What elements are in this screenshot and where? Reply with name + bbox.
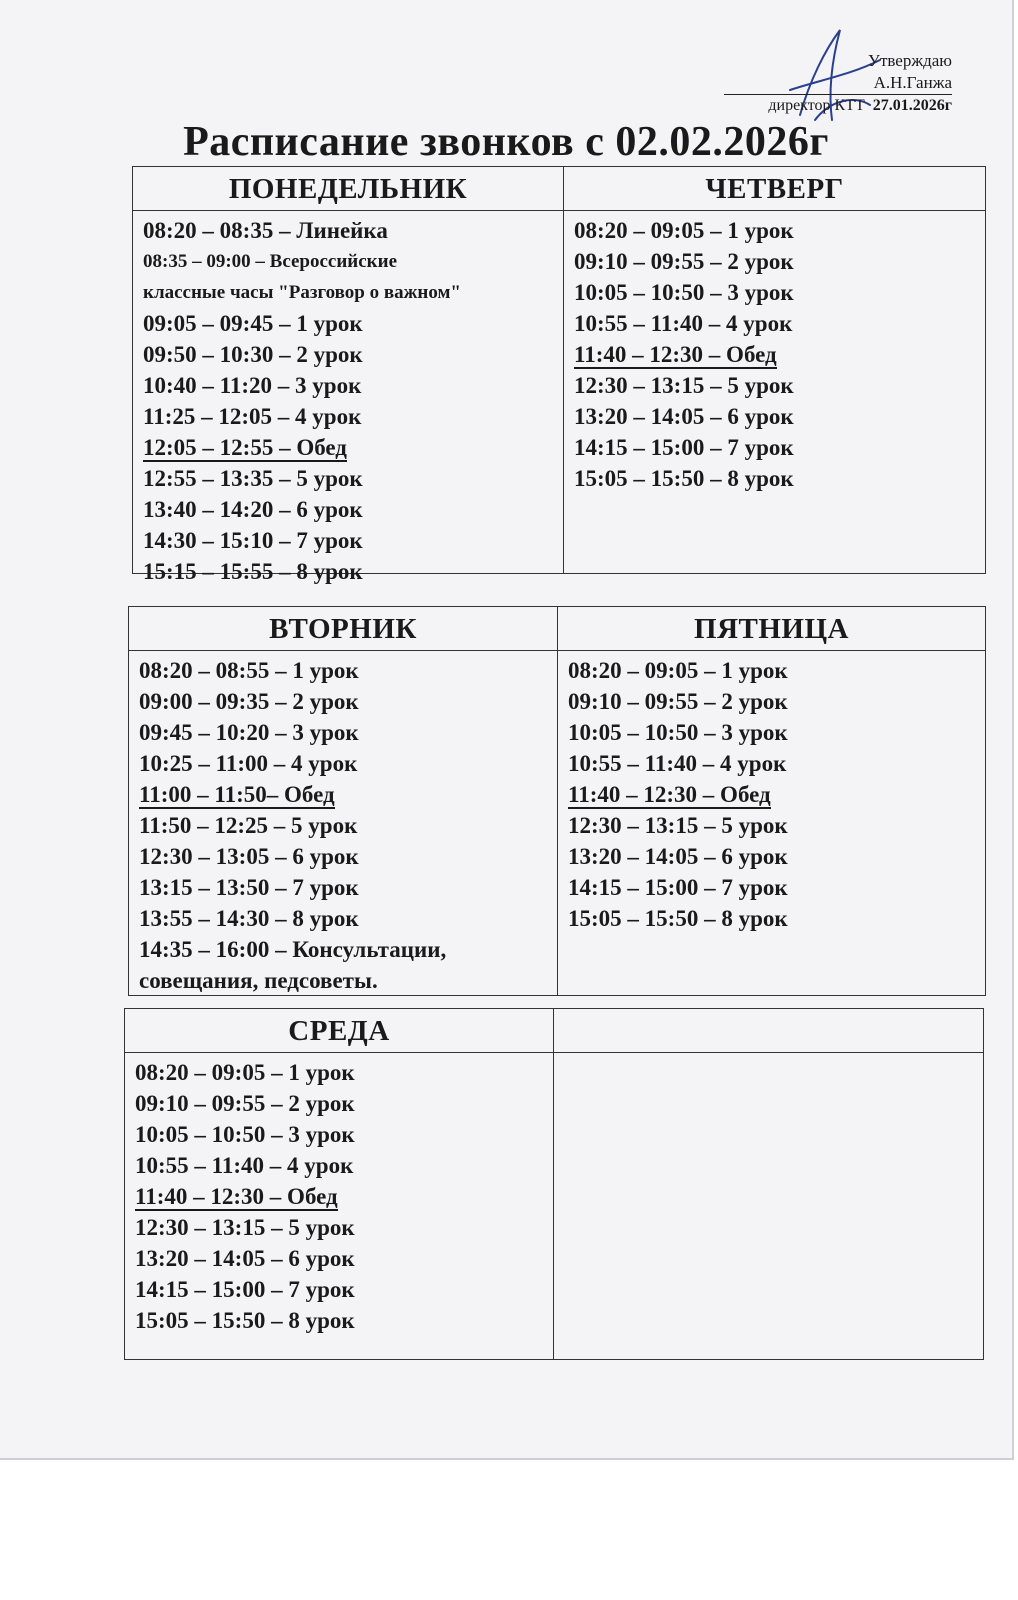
schedule-row [135,1181,553,1212]
schedule-row [135,1057,553,1088]
schedule-row-text: 10:55 – 11:40 – 4 урок [568,751,787,776]
schedule-row [139,934,557,965]
column-thursday [563,167,985,573]
schedule-row-text: 10:55 – 11:40 – 4 урок [135,1153,354,1178]
column-monday [133,167,563,584]
schedule-row-text: 12:30 – 13:05 – 6 урок [139,844,359,869]
approval-block [724,50,952,117]
schedule-row-text: 08:35 – 09:00 – Всероссийские [143,251,398,272]
schedule-row-text: 09:50 – 10:30 – 2 урок [143,342,363,367]
schedule-row-text: совещания, педсоветы. [139,968,378,993]
day-header-wednesday: СРЕДА [125,1009,553,1053]
schedule-row [574,215,985,246]
schedule-row [135,1243,553,1274]
schedule-row [143,556,563,587]
schedule-block-tue-fri [128,606,986,996]
schedule-row-text: 08:20 – 08:55 – 1 урок [139,658,359,683]
schedule-row-text: 14:35 – 16:00 – Консультации, [139,937,447,962]
approval-line1: Утверждаю [867,51,952,70]
rows-friday [558,651,985,934]
schedule-row-text: 14:15 – 15:00 – 7 урок [135,1277,355,1302]
schedule-row-text: 10:40 – 11:20 – 3 урок [143,373,362,398]
schedule-row-text: 13:40 – 14:20 – 6 урок [143,497,363,522]
schedule-block-wed [124,1008,984,1360]
column-friday [557,607,985,995]
schedule-row [139,655,557,686]
schedule-row-text: 12:55 – 13:35 – 5 урок [143,466,363,491]
schedule-row [143,277,563,308]
schedule-row-text: 12:30 – 13:15 – 5 урок [135,1215,355,1240]
schedule-row-text: 09:05 – 09:45 – 1 урок [143,311,363,336]
schedule-row-text: 09:10 – 09:55 – 2 урок [135,1091,355,1116]
schedule-row-text: 15:05 – 15:50 – 8 урок [574,466,794,491]
schedule-row [143,432,563,463]
schedule-row-text: 11:40 – 12:30 – Обед [135,1184,338,1209]
schedule-row [568,748,985,779]
day-header-empty [554,1009,983,1053]
schedule-row [574,401,985,432]
schedule-row [568,686,985,717]
page-title: Расписание звонков с 02.02.2026г [183,119,829,165]
column-tuesday [129,607,557,995]
schedule-row-text: 12:30 – 13:15 – 5 урок [568,813,788,838]
schedule-row [574,277,985,308]
rows-tuesday [129,651,557,996]
column-wednesday [125,1009,553,1359]
schedule-row [568,841,985,872]
schedule-row [568,810,985,841]
schedule-row-text: 15:05 – 15:50 – 8 урок [568,906,788,931]
day-header-friday: ПЯТНИЦА [558,607,985,651]
schedule-row-text: классные часы "Разговор о важном" [143,282,461,303]
schedule-row [574,308,985,339]
schedule-row [568,655,985,686]
schedule-row-text: 14:30 – 15:10 – 7 урок [143,528,363,553]
schedule-row-text: 14:15 – 15:00 – 7 урок [568,875,788,900]
schedule-row [568,872,985,903]
schedule-row-text: 12:30 – 13:15 – 5 урок [574,373,794,398]
schedule-row-text: 13:55 – 14:30 – 8 урок [139,906,359,931]
schedule-row [143,463,563,494]
schedule-row [143,370,563,401]
schedule-row-text: 13:15 – 13:50 – 7 урок [139,875,359,900]
rows-monday [133,211,563,587]
schedule-row [139,748,557,779]
schedule-row [143,525,563,556]
schedule-row [135,1088,553,1119]
schedule-row-text: 13:20 – 14:05 – 6 урок [574,404,794,429]
rows-thursday [564,211,985,494]
schedule-row [135,1274,553,1305]
schedule-row-text: 11:25 – 12:05 – 4 урок [143,404,362,429]
schedule-row-text: 10:25 – 11:00 – 4 урок [139,751,358,776]
schedule-row-text: 11:40 – 12:30 – Обед [568,782,771,807]
schedule-row-text: 15:05 – 15:50 – 8 урок [135,1308,355,1333]
schedule-row-text: 10:05 – 10:50 – 3 урок [135,1122,355,1147]
approval-line3 [724,95,952,117]
schedule-row-text: 09:10 – 09:55 – 2 урок [568,689,788,714]
schedule-row-text: 08:20 – 09:05 – 1 урок [574,218,794,243]
schedule-row [143,339,563,370]
schedule-row [568,717,985,748]
schedule-row [135,1212,553,1243]
schedule-block-mon-thu [132,166,986,584]
schedule-row-text: 09:00 – 09:35 – 2 урок [139,689,359,714]
schedule-row [143,215,563,246]
schedule-row-text: 08:20 – 09:05 – 1 урок [568,658,788,683]
schedule-row [135,1119,553,1150]
day-header-thursday: ЧЕТВЕРГ [564,167,985,211]
schedule-row-text: 09:45 – 10:20 – 3 урок [139,720,359,745]
schedule-row [139,779,557,810]
schedule-row [143,308,563,339]
schedule-row [139,810,557,841]
schedule-row-text: 09:10 – 09:55 – 2 урок [574,249,794,274]
schedule-row-text: 13:20 – 14:05 – 6 урок [135,1246,355,1271]
approval-name: А.Н.Ганжа [724,72,952,95]
schedule-row-text: 11:40 – 12:30 – Обед [574,342,777,367]
column-empty [553,1009,983,1359]
schedule-row [143,246,563,277]
schedule-row-text: 08:20 – 09:05 – 1 урок [135,1060,355,1085]
schedule-row-text: 11:50 – 12:25 – 5 урок [139,813,358,838]
schedule-row [574,463,985,494]
schedule-row [139,872,557,903]
schedule-row-text: 11:00 – 11:50– Обед [139,782,335,807]
schedule-row-text: 15:15 – 15:55 – 8 урок [143,559,363,584]
approval-date: 27.01.2026г [872,97,952,114]
day-header-monday: ПОНЕДЕЛЬНИК [133,167,563,211]
schedule-row [139,841,557,872]
schedule-row [568,779,985,810]
schedule-row [574,246,985,277]
schedule-row [139,903,557,934]
schedule-row [139,717,557,748]
schedule-row [143,401,563,432]
rows-wednesday [125,1053,553,1336]
schedule-row-text: 08:20 – 08:35 – Линейка [143,218,388,243]
schedule-row [574,339,985,370]
schedule-row [574,370,985,401]
schedule-row-text: 12:05 – 12:55 – Обед [143,435,347,460]
schedule-row-text: 10:05 – 10:50 – 3 урок [568,720,788,745]
schedule-row-text: 10:05 – 10:50 – 3 урок [574,280,794,305]
schedule-row [135,1305,553,1336]
schedule-row-text: 10:55 – 11:40 – 4 урок [574,311,793,336]
schedule-row-text: 14:15 – 15:00 – 7 урок [574,435,794,460]
schedule-row-text: 13:20 – 14:05 – 6 урок [568,844,788,869]
schedule-row [143,494,563,525]
schedule-row [568,903,985,934]
schedule-row [135,1150,553,1181]
schedule-row [139,686,557,717]
schedule-row [574,432,985,463]
approval-role: директор КТТ [768,97,865,114]
day-header-tuesday: ВТОРНИК [129,607,557,651]
schedule-row [139,965,557,996]
